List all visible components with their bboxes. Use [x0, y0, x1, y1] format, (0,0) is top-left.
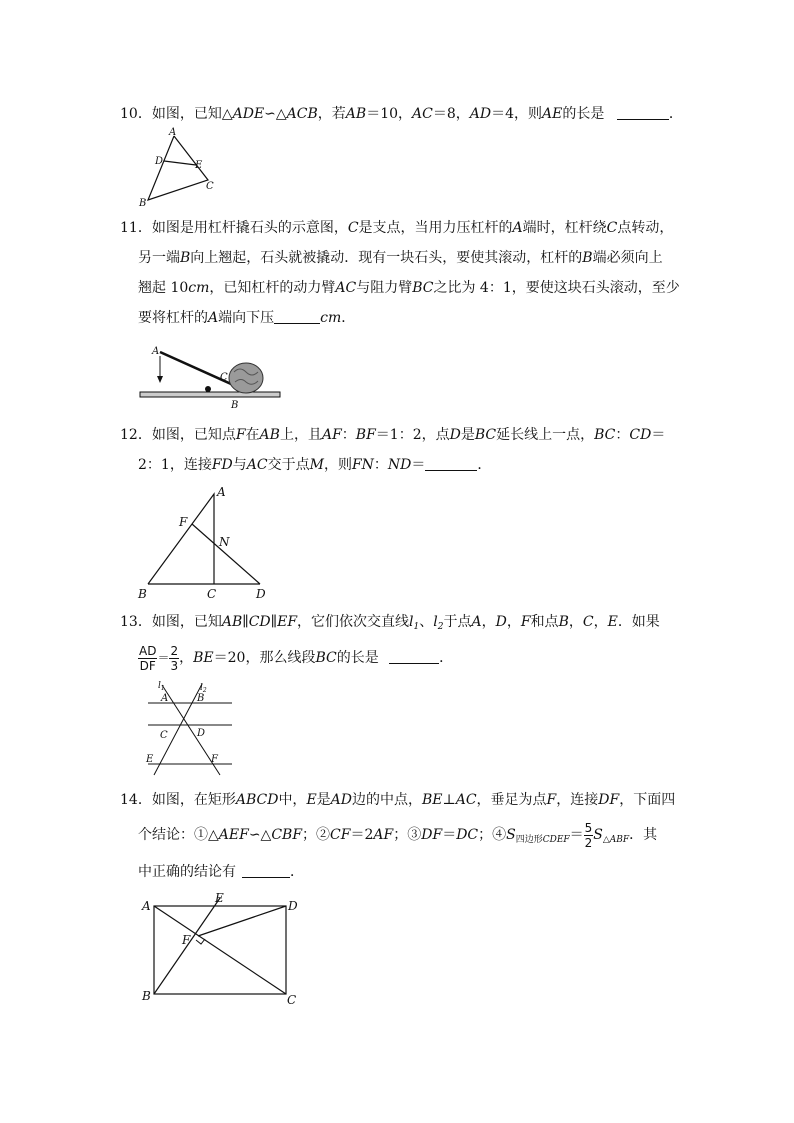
text: ＝8，: [432, 106, 470, 122]
var: BC: [315, 650, 337, 666]
text: ＝1：2，点: [375, 427, 450, 443]
q12-line2: [138, 455, 491, 475]
question-number: 10．: [120, 106, 152, 122]
text: 是: [316, 792, 331, 808]
text: ，: [593, 614, 608, 630]
q10-text: [120, 104, 683, 124]
var: DC: [456, 827, 479, 843]
text: ，: [481, 614, 496, 630]
text: 如图是用杠杆撬石头的示意图，: [151, 220, 348, 236]
text: ＝: [569, 827, 584, 843]
label-A: A: [152, 346, 160, 357]
var: S: [593, 827, 603, 843]
text: ∽△: [248, 827, 272, 843]
text: ；④: [478, 827, 507, 843]
var: AF: [373, 827, 394, 843]
label-E: E: [215, 891, 224, 905]
text: 之比为 4：1，要使这块石头滚动，至少: [433, 280, 680, 296]
answer-blank[interactable]: [425, 456, 477, 471]
text: ，: [179, 650, 194, 666]
text: 端必须向上: [592, 250, 663, 266]
text: 交于点: [267, 457, 310, 473]
var: AE: [542, 106, 563, 122]
text: 和点: [530, 614, 559, 630]
var: D: [495, 614, 507, 630]
text: 如图，已知△: [151, 106, 233, 122]
var: B: [180, 250, 191, 266]
rock: [229, 363, 263, 393]
label-D: D: [256, 587, 266, 601]
q14-line2: [138, 818, 657, 852]
text: 上，且: [279, 427, 322, 443]
label-C: C: [207, 587, 217, 601]
var: B: [582, 250, 593, 266]
text: 端向下压: [218, 310, 275, 326]
label-D: D: [155, 156, 164, 167]
triangle-ABC: [148, 494, 214, 584]
label-l1-text: l: [158, 681, 161, 691]
text: ＝: [651, 427, 666, 443]
var: ACB: [286, 106, 318, 122]
var: C: [347, 220, 359, 236]
label-E: E: [195, 160, 203, 171]
var: AC: [455, 792, 477, 808]
var: cm: [188, 280, 210, 296]
label-N: N: [219, 535, 230, 549]
var: F: [546, 792, 557, 808]
text: ．: [341, 310, 356, 326]
text: 另一端: [138, 250, 180, 266]
var: D: [449, 427, 461, 443]
answer-blank[interactable]: [389, 649, 439, 664]
var: S: [506, 827, 516, 843]
var: BF: [355, 427, 376, 443]
label-F: F: [211, 754, 218, 765]
fraction-2-3: [169, 644, 179, 673]
text: ．其: [629, 827, 658, 843]
label-D: D: [288, 899, 298, 913]
text: ，下面四: [619, 792, 676, 808]
text: ＝10，: [366, 106, 413, 122]
text: ，已知杠杆的动力臂: [209, 280, 336, 296]
fraction-AD-DF: [138, 644, 157, 673]
var: ADE: [232, 106, 265, 122]
text: 边的中点，: [352, 792, 423, 808]
q14-figure: [138, 888, 304, 1010]
text: 与: [232, 457, 247, 473]
ground: [140, 392, 280, 397]
text: 的长是: [336, 650, 379, 666]
label-B: B: [138, 587, 147, 601]
var: CD: [629, 427, 652, 443]
text: 于点: [443, 614, 472, 630]
var: E: [607, 614, 618, 630]
text: ＝: [442, 827, 457, 843]
text: ；③: [393, 827, 422, 843]
q11-line1: [120, 218, 673, 238]
var: AB: [221, 614, 243, 630]
q13-figure: [140, 678, 240, 778]
text: ∥: [270, 614, 278, 630]
var: EF: [277, 614, 298, 630]
text: ，连接: [556, 792, 599, 808]
answer-blank[interactable]: [274, 309, 320, 324]
var: BC: [412, 280, 434, 296]
q11-line4: [138, 308, 355, 328]
text: ．: [477, 457, 492, 473]
label-C: C: [287, 993, 297, 1007]
label-A: A: [169, 127, 177, 138]
q13-line1: [120, 612, 660, 637]
label-A: A: [217, 485, 226, 499]
denominator: 2: [584, 835, 593, 850]
var: CF: [330, 827, 351, 843]
subscript: 1: [413, 622, 420, 632]
label-B: B: [231, 400, 239, 411]
text: 与阻力臂: [356, 280, 413, 296]
var: BC: [474, 427, 497, 443]
q14-line1: [120, 790, 675, 810]
text: ．: [668, 106, 683, 122]
text: ⊥: [442, 792, 456, 808]
text: 点转动，: [617, 220, 674, 236]
question-number: 14．: [120, 792, 152, 808]
var: cm: [320, 310, 342, 326]
var: ND: [387, 457, 412, 473]
q13-line2: [138, 640, 453, 676]
numerator: AD: [139, 643, 157, 658]
label-C: C: [206, 181, 214, 192]
text: ．: [290, 864, 304, 880]
subscript: 四边形: [515, 835, 543, 845]
label-A: A: [161, 693, 169, 704]
var: AC: [412, 106, 433, 122]
fraction-5-2: [584, 821, 594, 850]
segment-DE: [164, 161, 196, 165]
var: CD: [248, 614, 271, 630]
text: ，它们依次交直线: [297, 614, 410, 630]
text: ．如果: [617, 614, 660, 630]
label-B: B: [142, 989, 151, 1003]
text: 中，: [278, 792, 307, 808]
text: ，垂足为点: [476, 792, 547, 808]
var: F: [520, 614, 531, 630]
text: ；②: [302, 827, 331, 843]
var: A: [512, 220, 523, 236]
text: ，: [568, 614, 583, 630]
var: BE: [193, 650, 214, 666]
text: 在: [245, 427, 260, 443]
label-C: C: [160, 730, 168, 741]
answer-blank[interactable]: [242, 863, 290, 878]
text: 翘起 10: [138, 280, 189, 296]
var: BE: [422, 792, 443, 808]
text: 中正确的结论有: [138, 864, 236, 880]
q10-figure: [136, 126, 226, 210]
text: ＝2: [350, 827, 374, 843]
subscript: CDEF: [542, 835, 570, 845]
text: ＝20，那么线段: [213, 650, 316, 666]
var: AC: [246, 457, 268, 473]
text: 的长是: [562, 106, 605, 122]
question-number: 13．: [120, 614, 152, 630]
line-FD: [192, 524, 260, 584]
text: 端时，杠杆绕: [522, 220, 607, 236]
var: AD: [330, 792, 353, 808]
text: 延长线上一点，: [496, 427, 595, 443]
var: C: [606, 220, 618, 236]
text: ＝4，则: [491, 106, 543, 122]
var: F: [235, 427, 246, 443]
label-B: B: [197, 693, 205, 704]
text: 如图，已知点: [151, 427, 236, 443]
var: E: [306, 792, 317, 808]
numerator: 2: [170, 643, 179, 658]
text: ：: [615, 427, 630, 443]
diagonal-AC: [154, 906, 286, 994]
var: AF: [321, 427, 342, 443]
q11-figure: [140, 340, 282, 412]
text: ，若: [317, 106, 346, 122]
var: l: [409, 614, 414, 630]
label-F: F: [179, 515, 188, 529]
var: M: [309, 457, 324, 473]
q14-line3: [138, 862, 304, 882]
label-A: A: [142, 899, 151, 913]
var: ABCD: [235, 792, 279, 808]
text: 如图，已知: [151, 614, 222, 630]
text: 、: [419, 614, 434, 630]
var: FN: [351, 457, 374, 473]
var: DF: [421, 827, 443, 843]
numerator: 5: [584, 820, 593, 835]
var: AB: [345, 106, 367, 122]
text: 如图，在矩形: [151, 792, 236, 808]
var: AEF: [218, 827, 249, 843]
text: ：: [341, 427, 356, 443]
text: 向上翘起，石头就被撬动．现有一块石头，要使其滚动，杠杆的: [190, 250, 583, 266]
lever: [160, 352, 240, 388]
var: C: [582, 614, 594, 630]
q12-line1: [120, 425, 665, 445]
text: 是: [460, 427, 475, 443]
label-E: E: [146, 754, 154, 765]
label-l2-text: l: [200, 683, 203, 693]
label-B: B: [139, 198, 147, 209]
text: ∥: [242, 614, 249, 630]
var: B: [558, 614, 569, 630]
var: FD: [211, 457, 233, 473]
label-D: D: [197, 728, 206, 739]
text: 是支点，当用力压杠杆的: [358, 220, 513, 236]
q11-line3: [138, 278, 680, 298]
text: ，: [506, 614, 521, 630]
question-number: 11．: [120, 220, 152, 236]
text: ，则: [323, 457, 352, 473]
label-C: C: [220, 372, 228, 383]
answer-blank[interactable]: [617, 105, 669, 120]
fulcrum: [205, 386, 211, 392]
var: A: [208, 310, 219, 326]
var: A: [471, 614, 482, 630]
text: ＝: [157, 651, 170, 665]
var: AB: [259, 427, 280, 443]
denominator: 3: [170, 658, 179, 673]
question-number: 12．: [120, 427, 152, 443]
label-F: F: [182, 933, 191, 947]
text: 2：1，连接: [138, 457, 212, 473]
var: CBF: [271, 827, 303, 843]
text: ．: [439, 650, 454, 666]
text: 个结论：①△: [138, 827, 219, 843]
var: AD: [469, 106, 492, 122]
var: DF: [598, 792, 620, 808]
q11-line2: [138, 248, 663, 268]
var: AC: [335, 280, 357, 296]
subscript: △ABF: [602, 835, 630, 845]
label-l1-sub: 1: [160, 685, 165, 692]
text: ＝: [411, 457, 426, 473]
arrow-head: [157, 376, 163, 383]
q12-figure: [136, 484, 276, 602]
label-l1: [158, 681, 165, 692]
denominator: DF: [139, 658, 156, 673]
text: 要将杠杆的: [138, 310, 208, 326]
var: BC: [594, 427, 616, 443]
text: ∽△: [264, 106, 287, 122]
label-l2-sub: 2: [202, 687, 207, 694]
text: ：: [373, 457, 388, 473]
var: l: [433, 614, 438, 630]
subscript: 2: [437, 622, 444, 632]
